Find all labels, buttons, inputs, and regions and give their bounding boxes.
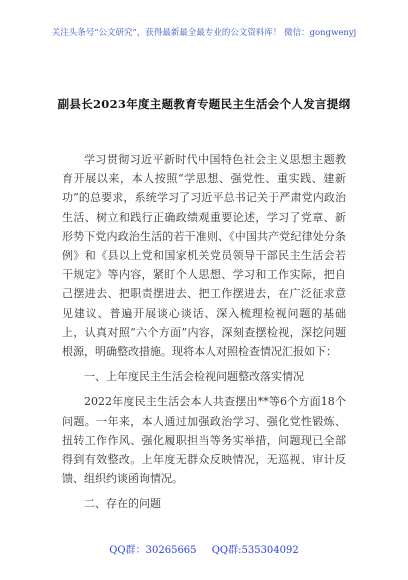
header-banner: 关注头条号“公文研究”，获得最新最全最专业的公文资料库！ 微信：gongwenyj bbox=[51, 28, 357, 38]
intro-paragraph: 学习贯彻习近平新时代中国特色社会主义思想主题教育开展以来，本人按照“学思想、强党性、重实践、建新功”的总要求，系统学习了习近平总书记关于严肃党内政治生活、树立和践行正确政绩观重要论述，学习了党章、新形势下党内政治生活的若干准则、《中国共产党纪律处分条例》和《县以上党和国家机关党员领导干部民主生活会若干规定》等内容，紧盯个人思想、学习和工作实际，把自己摆进去、把职责摆进去、把工作摆进去，在广泛征求意见建议、普遍开展谈心谈话、深入梳理检视问题的基础上，认真对照“六个方面”内容，深刻查摆检视，深挖问题根源，明确整改措施。现将本人对照检查情况汇报如下： bbox=[62, 153, 346, 359]
footer-qq-group-2: QQ群:535304092 bbox=[211, 545, 299, 556]
section-1-paragraph: 2022年度民主生活会本人共查摆出**等6个方面18个问题。一年来，本人通过加强政治学习、强化党性锻炼、扭转工作作风、强化履职担当等务实举措，问题现已全部得到有效整改。上年度无群众反映情况，无巡视、审计反馈、组织约谈函询情况。 bbox=[62, 395, 346, 486]
section-2-heading: 二、存在的问题 bbox=[84, 497, 161, 511]
footer-qq-group-1: QQ群：30265665 bbox=[109, 545, 197, 556]
footer-contact bbox=[0, 541, 408, 556]
document-title: 副县长2023年度主题教育专题民主生活会个人发言提纲 bbox=[57, 97, 351, 111]
section-1-heading: 一、上年度民主生活会检视问题整改落实情况 bbox=[84, 370, 304, 384]
document-body bbox=[62, 150, 346, 514]
